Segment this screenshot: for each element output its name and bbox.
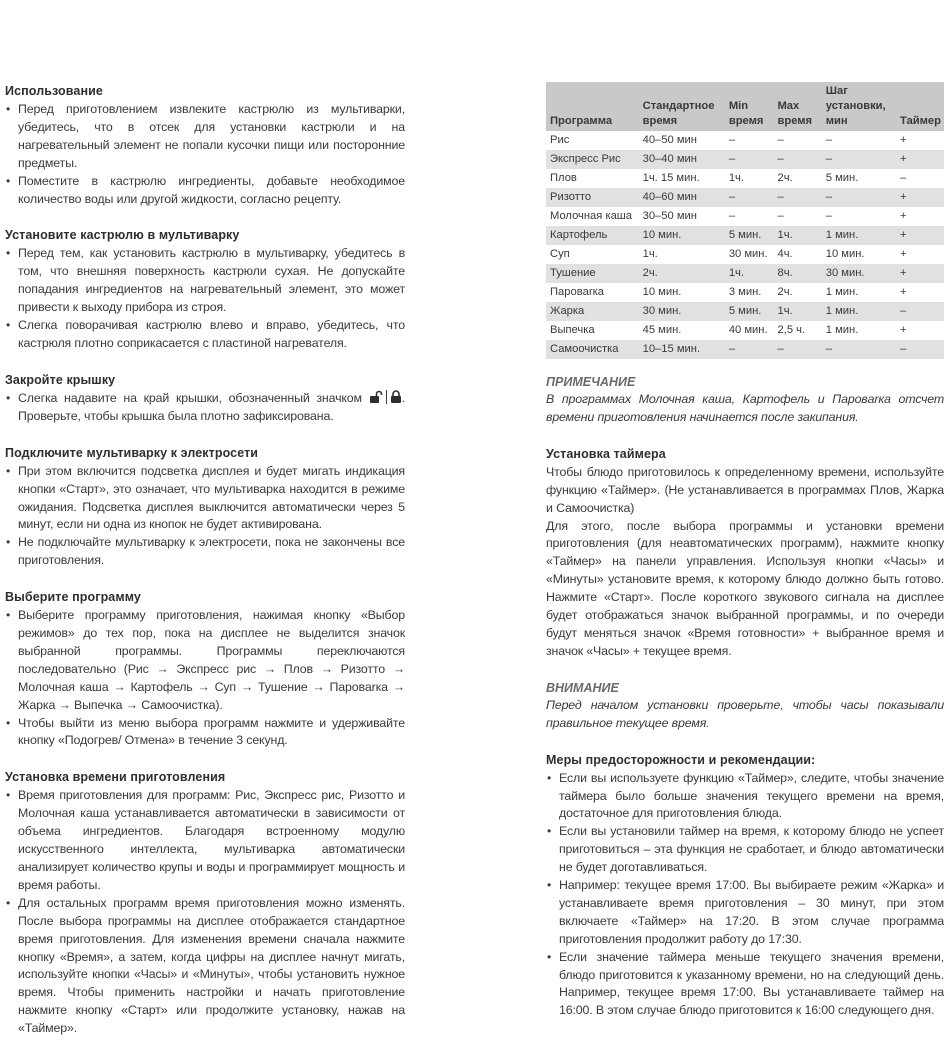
table-cell: + [896,226,944,245]
table-row [546,321,944,340]
table-cell: 4ч. [777,248,793,260]
table-cell: + [900,248,907,260]
table-row [546,283,944,302]
table-cell: 30 мин. [822,264,896,283]
table-cell: 40–60 мин [639,188,725,207]
divider [386,390,387,404]
table-cell: + [896,264,944,283]
table-cell: – [725,150,774,169]
list-item: • Если вы используете функцию «Таймер», следите, чтобы значение таймера было больше значения текущего времени на время, достаточное для приготовления блюда. [546,770,944,824]
table-row [546,188,944,207]
table-cell: 10 мин. [639,226,725,245]
table-cell: + [900,324,907,336]
left-column [5,82,405,1056]
table-cell: 1ч. 15 мин. [642,172,700,184]
table-row [546,131,944,150]
unlock-icon [369,390,383,404]
section-title: Подключите мультиварку к электросети [5,445,259,460]
table-cell: 40 мин. [728,324,768,336]
table-cell: + [900,210,907,222]
table-cell: – [900,172,907,184]
lid-text-after: . Проверьте, чтобы крышка была плотно зафиксирована. [18,390,405,423]
table-cell: 30 мин. [639,302,725,321]
table-cell: 2ч. [777,172,793,184]
table-cell: 10 мин. [642,286,682,298]
table-cell: – [728,134,736,146]
section-title: Выберите программу [5,590,141,605]
table-cell: Паровarка [550,286,604,298]
table-cell: – [777,210,784,222]
section-cook-time [5,768,405,1038]
table-row [546,264,944,283]
section-title: Меры предосторожности и рекомендации: [546,752,816,767]
list-item: • Перед тем, как установить кастрюлю в мультиварку, убедитесь в том, что внешняя поверхность кастрюли сухая. Не допускайте попадания ингредиентов на нагревательный элемент, это может привести к выходу прибора из строя. [5,245,405,317]
lock-icons [369,390,402,404]
table-cell: 8ч. [773,264,821,283]
table-cell: 1ч. [773,302,821,321]
table-cell: 1 мин. [825,286,859,298]
table-cell: – [773,150,821,169]
table-cell: + [900,286,907,298]
table-cell: 5 мин. [725,302,774,321]
table-cell: Плов [550,172,577,184]
table-cell: – [825,210,832,222]
table-row [546,245,944,264]
table-cell: Выпечка [550,324,595,336]
table-row [546,207,944,226]
header-step: Шаг установки, мин [822,82,896,131]
list-item: • Для остальных программ время приготовления можно изменять. После выбора программы на дисплее отображается стандартное время приготовления. Для изменения времени сначала нажмите кнопку «Время», а затем, когда цифры на дисплее начнут мигать, используйте кнопки «Часы» и «Минуты», чтобы установить нужное время. Чтобы применить настройки и начать приготовление нажмите кнопку «Старт» или продолжите установку, нажав на «Таймер». [5,895,405,1038]
table-cell: + [900,134,907,146]
table-cell: 1ч. [728,172,744,184]
programs-table [546,82,944,359]
section-timer [546,445,944,661]
table-cell: – [896,302,944,321]
table-cell: 1 мин. [825,324,859,336]
section-title: Использование [5,84,103,98]
table-body [546,131,944,359]
table-cell: Суп [550,248,570,260]
header-standard-time: Стандартное время [639,82,725,131]
table-cell: 1ч. [725,264,774,283]
list-item: • Слегка поворачивая кастрюлю влево и вправо, убедитесь, что кастрюля плотно соприкасается с пластиной нагревателя. [5,317,405,353]
table-cell: 45 мин. [642,324,682,336]
table-cell: 2ч. [777,286,793,298]
list-item: • При этом включится подсветка дисплея и будет мигать индикация кнопки «Старт», это означает, что мультиварка находится в режиме ожидания. Подсветка дисплея выключится автоматически через 5 минут, если ни одна из кнопок не будет активирована. [5,463,405,535]
table-cell: + [896,188,944,207]
table-cell: – [728,210,736,222]
list-item: • Чтобы выйти из меню выбора программ нажмите и удерживайте кнопку «Подогрев/ Отмена» в течение 3 секунд. [5,715,405,751]
table-cell: 1 мин. [822,226,896,245]
table-cell: – [777,134,784,146]
table-cell: 2,5 ч. [777,324,806,336]
header-max-time: Max время [773,82,821,131]
header-program: Программа [546,82,639,131]
paragraph: Для этого, после выбора программы и установки времени приготовления (для неавтоматических программ), нажмите кнопку «Таймер» на панели управления. Используя кнопки «Часы» и «Минуты» установите время, к которому блюдо должно быть готово. Нажмите «Старт». После короткого звукового сигнала на дисплее будет отображаться значок выбранной программы, и по очереди будут меняться значок «Время готовности» + выбранное время и значок «Часы» + текущее время. [546,518,944,658]
section-close-lid [5,371,405,426]
section-program [5,588,405,750]
paragraph: Чтобы блюдо приготовилось к определенному времени, используйте функцию «Таймер». (Не устанавливается в программах Плов, Жарка и Самоочистка) [546,464,944,515]
table-cell: 30–40 мин [639,150,725,169]
list-item: • Выберите программу приготовления, нажимая кнопку «Выбор режимов» до тех пор, пока на дисплее не выделится значок выбранной программы. Программы переключаются последовательно (Рис → Экспресс рис → Плов → Ризотто → Молочная каша → Картофель → Суп → Тушение → Паровarка → Жарка → Выпечка → Самоочистка). [5,607,405,714]
table-cell: – [773,340,821,359]
section-precautions [546,751,944,1021]
list-item: • Перед приготовлением извлеките кастрюлю из мультиварки, убедитесь, что в отсек для установки кастрюли и на нагревательный элемент не попали кусочки пищи или посторонние предметы. [5,101,405,173]
table-cell: – [825,134,832,146]
attention-text: Перед началом установки проверьте, чтобы часы показывали правильное текущее время. [546,697,944,730]
section-install-pot [5,226,405,352]
table-cell: 1ч. [642,248,658,260]
lock-icon [390,390,402,404]
table-cell: – [896,340,944,359]
attention-title: ВНИМАНИЕ [546,680,619,695]
section-note [546,373,944,427]
table-row [546,340,944,359]
list-item: • Поместите в кастрюлю ингредиенты, добавьте необходимое количество воды или другой жидкости, согласно рецепту. [5,173,405,209]
list-item: • Если вы установили таймер на время, к которому блюдо не успеет приготовиться – эта функция не сработает, и блюдо автоматически не будет доготавливаться. [546,823,944,877]
table-cell: Молочная каша [550,210,633,222]
section-usage [5,82,405,208]
lid-text-before: Слегка надавите на край крышки, обозначенный значком [18,390,362,405]
table-cell: – [725,340,774,359]
section-connect [5,444,405,570]
table-cell: 40–50 мин [642,134,697,146]
table-cell: 3 мин. [728,286,762,298]
table-cell: 10 мин. [825,248,865,260]
table-cell: 2ч. [639,264,725,283]
table-cell: Тушение [546,264,639,283]
table-cell: 1ч. [773,226,821,245]
list-item: • Например: текущее время 17:00. Вы выбираете режим «Жарка» и устанавливаете время приготовления – 30 минут, при этом включаете «Таймер» на 17:20. В этом случае программа приготовления продолжит работу до 17:30. [546,877,944,949]
list-item: • Время приготовления для программ: Рис, Экспресс рис, Ризотто и Молочная каша устанавливается автоматически в зависимости от объема ингредиентов. Благодаря встроенному модулю искусственного интеллекта, мультиварка автоматически анализирует количество крупы и воды и программирует мощность и время работы. [5,787,405,894]
table-cell: – [822,188,896,207]
table-cell: 30 мин. [728,248,768,260]
table-cell: – [822,150,896,169]
table-cell: – [773,188,821,207]
header-min-time: Min время [725,82,774,131]
table-row [546,169,944,188]
table-row [546,302,944,321]
table-cell: Экспресс Рис [546,150,639,169]
table-cell: 10–15 мин. [639,340,725,359]
table-cell: Ризотто [546,188,639,207]
section-title: Установка времени приготовления [5,770,226,785]
section-title: Установка таймера [546,446,666,461]
header-timer: Таймер [896,82,944,131]
table-cell: 5 мин. [725,226,774,245]
table-cell: + [896,150,944,169]
table-cell: Жарка [546,302,639,321]
table-row [546,150,944,169]
list-item [5,390,405,426]
table-cell: Рис [550,134,570,146]
table-header-row [546,82,944,131]
table-cell: Самоочистка [546,340,639,359]
note-text: В программах Молочная каша, Картофель и Паровarка отсчет времени приготовления начинается после закипания. [546,392,944,424]
table-cell: 5 мин. [825,172,859,184]
list-item: • Не подключайте мультиварку к электросети, пока не закончены все приготовления. [5,534,405,570]
table-cell: – [725,188,774,207]
list-item: • Если значение таймера меньше текущего значения времени, блюдо приготовится к указанному времени, но на следующий день. Например, текущее время 17:00. Вы устанавливаете таймер на 16:00. В этом случае блюдо приготовится к 16:00 следующего дня. [546,949,944,1021]
table-row [546,226,944,245]
section-title: Закройте крышку [5,372,116,387]
table-cell: Картофель [546,226,639,245]
table-cell: 1 мин. [822,302,896,321]
section-title: Установите кастрюлю в мультиварку [5,228,240,243]
section-attention [546,679,944,733]
right-column [546,82,944,1038]
table-cell: 30–50 мин [642,210,697,222]
table-cell: – [822,340,896,359]
note-title: ПРИМЕЧАНИЕ [546,375,636,389]
